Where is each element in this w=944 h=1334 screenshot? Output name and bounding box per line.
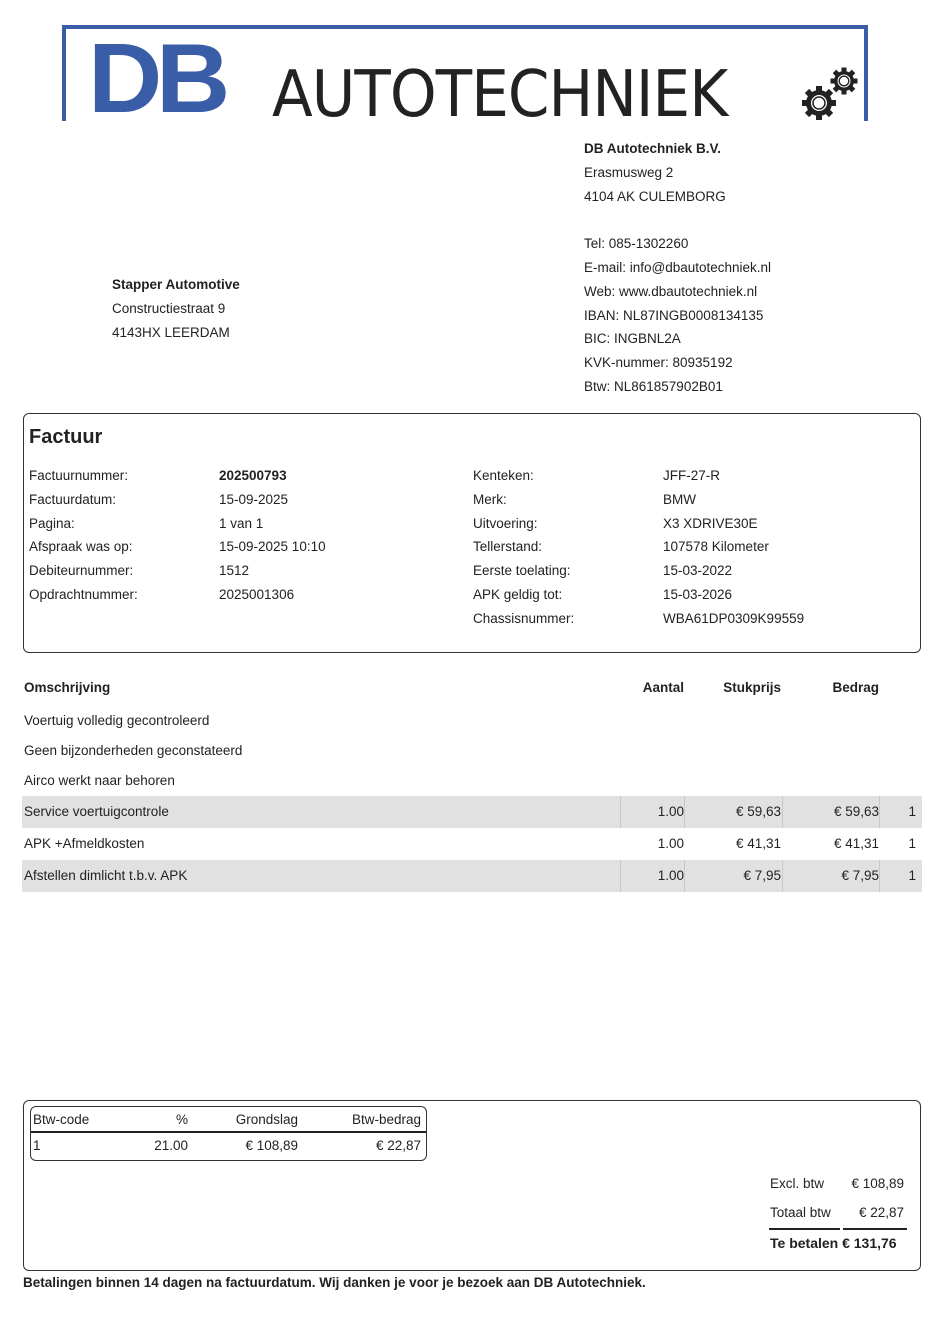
column-divider (879, 860, 880, 892)
company-email: E-mail: info@dbautotechniek.nl (584, 259, 772, 275)
line-amount: € 7,95 (841, 868, 879, 883)
table-row (22, 828, 922, 860)
totals-box (23, 1100, 921, 1271)
label-debtor-number: Debiteurnummer: (29, 563, 134, 579)
column-divider (620, 860, 621, 892)
remark-row: Airco werkt naar behoren (24, 773, 175, 788)
brand: BMW (663, 491, 696, 507)
table-row (22, 796, 922, 828)
vat-pct: 21.00 (154, 1138, 188, 1153)
line-unit-price: € 59,63 (735, 804, 781, 819)
table-row (22, 860, 922, 892)
amount-due-value: € 131,76 (842, 1235, 897, 1251)
line-unit-price: € 41,31 (735, 836, 781, 851)
line-vat-code: 1 (908, 836, 916, 851)
company-street: Erasmusweg 2 (584, 164, 674, 180)
customer-name: Stapper Automotive (112, 277, 240, 292)
company-iban: IBAN: NL87INGB0008134135 (584, 307, 764, 323)
company-address-block (584, 137, 771, 399)
label-appointment: Afspraak was op: (29, 539, 133, 555)
label-first-registration: Eerste toelating: (473, 563, 571, 579)
line-qty: 1.00 (657, 804, 684, 819)
invoice-details-box (23, 413, 921, 653)
first-registration: 15-03-2022 (663, 563, 733, 579)
logo-initials: DB (88, 23, 225, 133)
column-divider (782, 860, 783, 892)
customer-street: Constructiestraat 9 (112, 300, 226, 316)
spacer (584, 208, 771, 232)
excl-vat-value: € 108,89 (851, 1176, 904, 1191)
label-brand: Merk: (473, 491, 507, 507)
invoice-labels-left (29, 464, 138, 607)
column-divider (684, 796, 685, 828)
company-tel: Tel: 085-1302260 (584, 236, 689, 252)
logo-wordmark: AUTOTECHNIEK (272, 58, 728, 132)
line-items-table (22, 676, 922, 892)
company-logo (62, 23, 868, 133)
vehicle-labels (473, 464, 574, 631)
chassis-number: WBA61DP0309K99559 (663, 610, 805, 626)
company-bic: BIC: INGBNL2A (584, 331, 681, 347)
company-city: 4104 AK CULEMBORG (584, 188, 726, 204)
label-total-vat: Totaal btw (770, 1205, 831, 1220)
line-description: Service voertuigcontrole (24, 804, 169, 819)
line-vat-code: 1 (908, 804, 916, 819)
vehicle-values (663, 464, 804, 631)
vat-table-row (31, 1133, 426, 1160)
label-odometer: Tellerstand: (473, 539, 543, 555)
license-plate: JFF-27-R (663, 468, 720, 483)
line-description: Afstellen dimlicht t.b.v. APK (24, 868, 188, 883)
page-indicator: 1 van 1 (219, 515, 264, 531)
label-amount-due: Te betalen (770, 1235, 839, 1251)
vat-code: 1 (33, 1138, 41, 1153)
customer-city: 4143HX LEERDAM (112, 324, 230, 340)
company-name: DB Autotechniek B.V. (584, 141, 722, 156)
remark-row: Voertuig volledig gecontroleerd (24, 713, 210, 728)
vat-table-header (31, 1107, 426, 1133)
invoice-values-left (219, 464, 326, 607)
label-page: Pagina: (29, 515, 75, 531)
header-description: Omschrijving (24, 680, 111, 695)
column-divider (782, 796, 783, 828)
header-vat-code: Btw-code (33, 1112, 90, 1127)
header-qty: Aantal (642, 680, 684, 695)
label-license-plate: Kenteken: (473, 468, 534, 483)
vat-base: € 108,89 (245, 1138, 298, 1153)
remark-row: Geen bijzonderheden geconstateerd (24, 743, 243, 758)
label-invoice-date: Factuurdatum: (29, 491, 117, 507)
table-header (22, 676, 922, 700)
label-model: Uitvoering: (473, 515, 538, 531)
customer-address-block (112, 273, 240, 344)
apk-valid-until: 15-03-2026 (663, 586, 733, 602)
line-description: APK +Afmeldkosten (24, 836, 145, 851)
amount-due (770, 1235, 897, 1251)
label-excl-vat: Excl. btw (770, 1176, 825, 1191)
model: X3 XDRIVE30E (663, 515, 758, 531)
company-web: Web: www.dbautotechniek.nl (584, 283, 758, 299)
company-btw: Btw: NL861857902B01 (584, 378, 723, 394)
label-order-number: Opdrachtnummer: (29, 586, 138, 602)
logo-frame-gap (56, 121, 68, 131)
divider (769, 1228, 840, 1230)
header-vat-amount: Btw-bedrag (351, 1112, 421, 1127)
header-unit-price: Stukprijs (723, 680, 781, 695)
label-chassis-number: Chassisnummer: (473, 610, 575, 626)
line-amount: € 59,63 (833, 804, 879, 819)
gears-icon (802, 65, 862, 123)
line-unit-price: € 7,95 (743, 868, 781, 883)
company-kvk: KVK-nummer: 80935192 (584, 355, 733, 371)
total-vat-value: € 22,87 (858, 1205, 904, 1220)
column-divider (879, 796, 880, 828)
invoice-date: 15-09-2025 (219, 491, 289, 507)
odometer: 107578 Kilometer (663, 539, 769, 555)
payment-terms-note: Betalingen binnen 14 dagen na factuurdatum. Wij danken je voor je bezoek aan DB Autotechniek. (23, 1275, 646, 1290)
vat-summary-table (30, 1106, 427, 1161)
divider (843, 1228, 907, 1230)
line-vat-code: 1 (908, 868, 916, 883)
label-invoice-number: Factuurnummer: (29, 468, 129, 483)
line-amount: € 41,31 (833, 836, 879, 851)
vat-amount: € 22,87 (375, 1138, 421, 1153)
column-divider (684, 860, 685, 892)
appointment-datetime: 15-09-2025 10:10 (219, 539, 326, 555)
line-qty: 1.00 (657, 836, 684, 851)
header-vat-base: Grondslag (235, 1112, 298, 1127)
order-number: 2025001306 (219, 586, 295, 602)
invoice-title: Factuur (29, 426, 103, 448)
column-divider (620, 796, 621, 828)
invoice-number: 202500793 (219, 468, 287, 483)
line-qty: 1.00 (657, 868, 684, 883)
header-vat-pct: % (175, 1112, 188, 1127)
debtor-number: 1512 (219, 563, 250, 579)
header-amount: Bedrag (832, 680, 879, 695)
label-apk-valid-until: APK geldig tot: (473, 586, 563, 602)
